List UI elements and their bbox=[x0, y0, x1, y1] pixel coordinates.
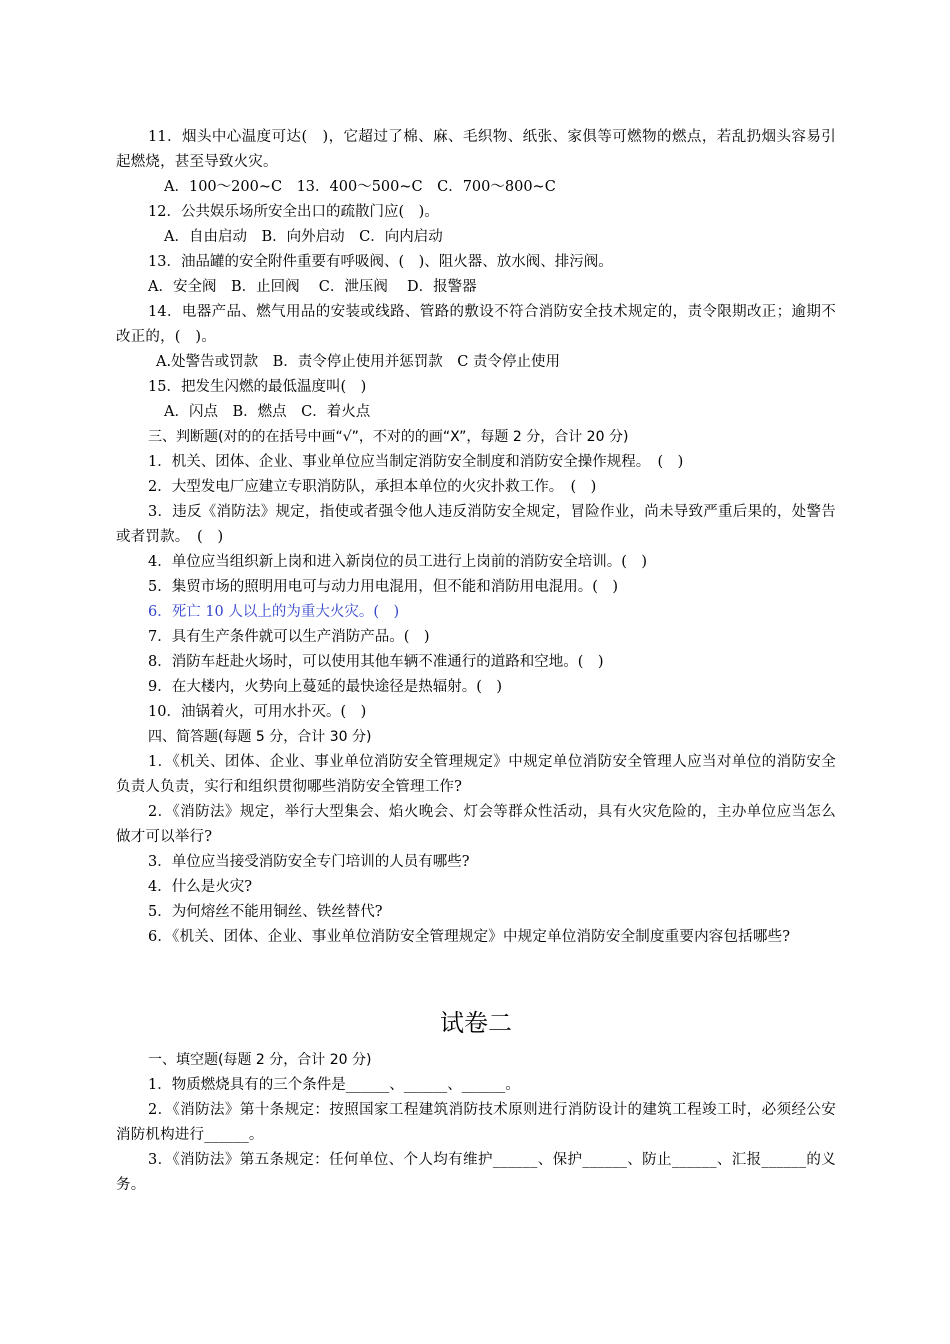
text-line: 15．把发生闪燃的最低温度叫( ) bbox=[148, 379, 367, 395]
text-line: 8．消防车赶赴火场时，可以使用其他车辆不准通行的道路和空地。( ) bbox=[148, 654, 604, 670]
text-line: 5．集贸市场的照明用电可与动力用电混用，但不能和消防用电混用。( ) bbox=[148, 579, 619, 595]
text-line: 3．单位应当接受消防安全专门培训的人员有哪些? bbox=[148, 854, 470, 870]
text-line: 14．电器产品、燃气用品的安装或线路、管路的敷设不符合消防安全技术规定的，责令限期改正；逾期不改正的，( )。 bbox=[116, 304, 836, 345]
text-line: 6．死亡 10 人以上的为重大火灾。( ) bbox=[148, 604, 400, 620]
document-body bbox=[116, 125, 836, 1198]
text-line: 3．《消防法》第五条规定：任何单位、个人均有维护______、保护______、防止______、汇报______的义务。 bbox=[116, 1152, 836, 1193]
text-line: 3．违反《消防法》规定，指使或者强令他人违反消防安全规定，冒险作业，尚未导致严重后果的，处警告或者罚款。 ( ) bbox=[116, 504, 836, 545]
text-line: 1．机关、团体、企业、事业单位应当制定消防安全制度和消防安全操作规程。 ( ) bbox=[148, 454, 684, 470]
exam-section-one bbox=[116, 125, 836, 950]
exam-section-two bbox=[116, 1048, 836, 1198]
text-line: 7．具有生产条件就可以生产消防产品。( ) bbox=[148, 629, 430, 645]
text-line: 11．烟头中心温度可达( )，它超过了棉、麻、毛织物、纸张、家俱等可燃物的燃点，若乱扔烟头容易引起燃烧，甚至导致火灾。 bbox=[116, 129, 836, 170]
text-line: 4．单位应当组织新上岗和进入新岗位的员工进行上岗前的消防安全培训。( ) bbox=[148, 554, 648, 570]
text-line: 2．《消防法》第十条规定：按照国家工程建筑消防技术原则进行消防设计的建筑工程竣工时，必须经公安消防机构进行______。 bbox=[116, 1102, 836, 1143]
text-line: A．闪点 B．燃点 C．着火点 bbox=[164, 404, 371, 420]
text-line: 6．《机关、团体、企业、事业单位消防安全管理规定》中规定单位消防安全制度重要内容包括哪些? bbox=[148, 929, 791, 945]
text-line: 三、判断题(对的的在括号中画“√”，不对的的画“X”，每题 2 分，合计 20 分) bbox=[148, 429, 629, 445]
text-line: 5．为何熔丝不能用铜丝、铁丝替代? bbox=[148, 904, 383, 920]
text-line: A．100～200~C 13．400～500~C C．700～800~C bbox=[164, 179, 556, 195]
text-line: 2．大型发电厂应建立专职消防队，承担本单位的火灾扑救工作。 ( ) bbox=[148, 479, 597, 495]
text-line: 四、简答题(每题 5 分，合计 30 分) bbox=[148, 729, 372, 745]
text-line: 1．《机关、团体、企业、事业单位消防安全管理规定》中规定单位消防安全管理人应当对单位的消防安全负责人负责，实行和组织贯彻哪些消防安全管理工作? bbox=[116, 754, 836, 795]
text-line: A．安全阀 B．止回阀 C．泄压阀 D．报警器 bbox=[148, 279, 477, 295]
text-line: 12．公共娱乐场所安全出口的疏散门应( )。 bbox=[148, 204, 439, 220]
text-line: 9．在大楼内，火势向上蔓延的最快途径是热辐射。( ) bbox=[148, 679, 503, 695]
exam-title: 试卷二 bbox=[440, 1009, 512, 1037]
text-line: 一、填空题(每题 2 分，合计 20 分) bbox=[148, 1052, 372, 1068]
text-line: 1．物质燃烧具有的三个条件是______、______、______。 bbox=[148, 1077, 520, 1093]
text-line: 13．油品罐的安全附件重要有呼吸阀、( )、阻火器、放水阀、排污阀。 bbox=[148, 254, 613, 270]
text-line: 10．油锅着火，可用水扑灭。( ) bbox=[148, 704, 367, 720]
text-line: 4．什么是火灾? bbox=[148, 879, 252, 895]
text-line: A．自由启动 B．向外启动 C．向内启动 bbox=[164, 229, 443, 245]
text-line: 2．《消防法》规定，举行大型集会、焰火晚会、灯会等群众性活动，具有火灾危险的，主办单位应当怎么做才可以举行? bbox=[116, 804, 836, 845]
text-line: A.处警告或罚款 B．责令停止使用并惩罚款 C 责令停止使用 bbox=[156, 354, 560, 370]
